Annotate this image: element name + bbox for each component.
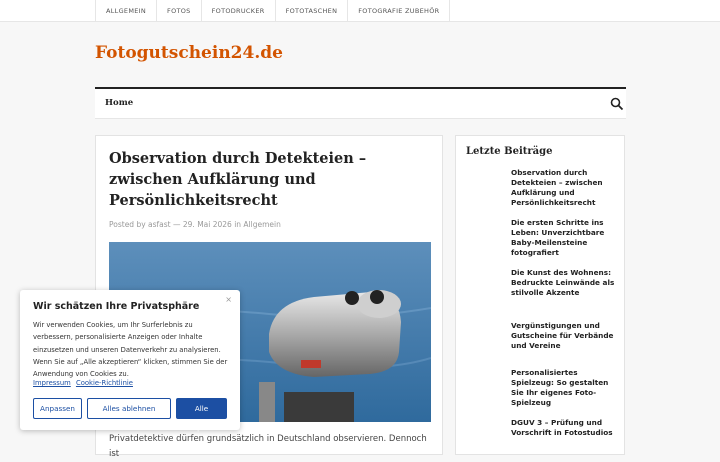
cookie-links	[33, 379, 136, 387]
accept-all-button[interactable]: Alle akzeptieren	[176, 398, 227, 419]
article-title[interactable]: Observation durch Detekteien – zwischen Aufklärung und Persönlichkeitsrecht	[109, 150, 367, 209]
reject-all-button[interactable]: Alles ablehnen	[87, 398, 171, 419]
recent-post-link[interactable]: Die ersten Schritte ins Leben: Unverzichtbare Baby-Meilensteine fotografiert	[511, 218, 605, 257]
article-excerpt: Privatdetektive dürfen grundsätzlich in Deutschland observieren. Dennoch ist	[109, 434, 427, 459]
topnav-item-allgemein[interactable]: ALLGEMEIN	[95, 0, 156, 22]
topnav-item-fotodrucker[interactable]: FOTODRUCKER	[201, 0, 275, 22]
recent-post-link[interactable]: Die Kunst des Wohnens: Bedruckte Leinwände als stilvolle Akzente	[511, 268, 615, 297]
cookie-policy-link[interactable]: Cookie-Richtlinie	[75, 379, 133, 387]
recent-post-link[interactable]: Observation durch Detekteien – zwischen Aufklärung und Persönlichkeitsrecht	[511, 168, 603, 207]
recent-post-link[interactable]: Vergünstigungen und Gutscheine für Verbände und Vereine	[511, 321, 614, 350]
recent-post-link[interactable]: DGUV 3 – Prüfung und Vorschrift in Fotostudios	[511, 418, 613, 437]
recent-post-link[interactable]: Personalisiertes Spielzeug: So gestalten Sie Ihr eigenes Foto-Spielzeug	[511, 368, 609, 407]
site-title[interactable]: Fotogutschein24.de	[95, 43, 283, 63]
main-navigation	[95, 87, 626, 119]
topnav-item-fototaschen[interactable]: FOTOTASCHEN	[275, 0, 348, 22]
nav-item-home[interactable]: Home	[105, 98, 134, 108]
cookie-title: Wir schätzen Ihre Privatsphäre	[33, 301, 200, 312]
cookie-text: Wir verwenden Cookies, um Ihr Surferlebnis zu verbessern, personalisierte Anzeigen oder Inhalte einzusetzen und unseren Datenverkehr zu analysieren. Wenn Sie auf „Alle akzeptieren“ klicken, stimmen Sie der Anwendung von Cookies zu.	[33, 321, 228, 379]
search-icon[interactable]	[610, 97, 624, 111]
sidebar-heading: Letzte Beiträge	[466, 146, 553, 157]
article-meta: Posted by asfast — 29. Mai 2026 in Allgemein	[109, 220, 281, 229]
topnav-item-fotografie-zubehoer[interactable]: FOTOGRAFIE ZUBEHÖR	[347, 0, 450, 22]
topnav-item-fotos[interactable]: FOTOS	[156, 0, 201, 22]
top-navigation	[0, 0, 720, 22]
sidebar-recent-posts	[455, 135, 625, 455]
customize-button[interactable]: Anpassen	[33, 398, 82, 419]
impressum-link[interactable]: Impressum	[33, 379, 71, 387]
close-icon[interactable]: ×	[225, 295, 232, 304]
cookie-consent-dialog	[20, 290, 240, 430]
